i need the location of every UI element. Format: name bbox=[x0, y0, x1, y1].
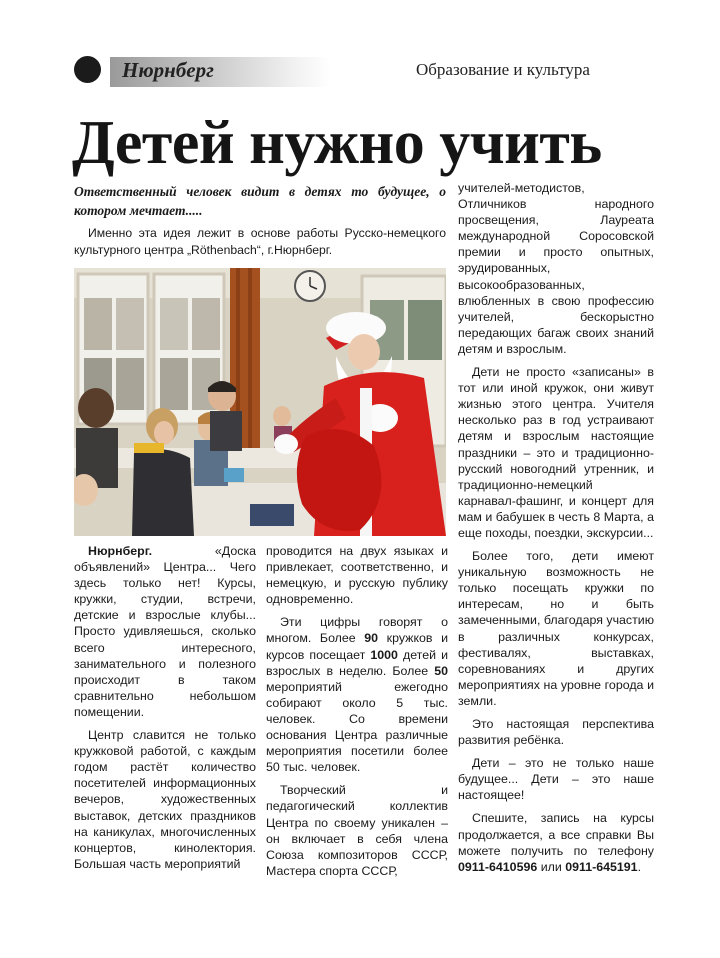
col2-paragraph-1: проводится на двух языках и привлекает, соответственно, и немецкую, и русскую публику одновременно. bbox=[266, 544, 448, 607]
col2-paragraph-2: Эти цифры говорят о многом. Более 90 кружков и курсов посещает 1000 детей и взрослых в неделю. Более 50 мероприятий ежегодно собирают около 5 тыс. человек. Со времени основания Центра различные мероприятия посетили более 50 тыс. человек. bbox=[266, 615, 448, 775]
header-bullet bbox=[74, 56, 101, 83]
col3-paragraph-1: учителей-методистов, Отличников народного просвещения, Лауреата международной Соросовской премии и просто опытных, эрудированных, высокообразованных, влюбленных в свою профессию учителей, бескорыстно передающих багаж своих знаний детям и взрослым. bbox=[458, 181, 654, 356]
article-photo bbox=[74, 268, 446, 536]
headline: Детей нужно учить bbox=[72, 109, 602, 177]
col1-paragraph-1: Нюрнберг. «Доска объявлений» Центра... Чего здесь только нет! Курсы, кружки, студии, встречи, детские и взрослые клубы... Просто удивляешься, сколько всего интересного, занимательного и полезного происходит в таком сравнительно небольшом помещении. bbox=[74, 544, 256, 719]
dateline: Нюрнберг. bbox=[88, 544, 153, 558]
col3-paragraph-2: Дети не просто «записаны» в тот или иной кружок, они живут жизнью этого центра. Учителя несколько раз в год устраивают детям и взрослым настоящие праздники – это и традиционно-русский новогодний утренник, и традиционно-немецкий карнавал-фашинг, и концерт для мам и бабушек в честь 8 Марта, а еще походы, поездки, экскурсии... bbox=[458, 365, 654, 540]
phone-number-1: 0911-6410596 bbox=[458, 859, 538, 874]
column-3 bbox=[458, 180, 654, 882]
col2-paragraph-3: Творческий и педагогический коллектив Центра по своему уникален – он включает в себя члена Союза композиторов СССР, Мастера спорта СССР, bbox=[266, 783, 448, 878]
stat-courses: 90 bbox=[364, 631, 379, 646]
column-1 bbox=[74, 543, 256, 879]
lead-paragraph: Ответственный человек видит в детях то будущее, о котором мечтает..... bbox=[74, 184, 446, 218]
section-label: Образование и культура bbox=[416, 60, 590, 79]
stat-events: 50 bbox=[434, 663, 448, 678]
col3-paragraph-4: Это настоящая перспектива развития ребёнка. bbox=[458, 717, 654, 748]
col3-paragraph-6: Спешите, запись на курсы продолжается, а все справки Вы можете получить по телефону 0911-6410596 или 0911-645191. bbox=[458, 811, 654, 874]
column-2 bbox=[266, 543, 448, 886]
col1-paragraph-2: Центр славится не только кружковой работой, с каждым годом растёт количество посетителей информационных вечеров, художественных выставок, детских праздников на каникулах, многочисленных концертов, кинолектория. Большая часть мероприятий bbox=[74, 728, 256, 871]
stat-visitors: 1000 bbox=[370, 647, 398, 662]
col3-paragraph-5: Дети – это не только наше будущее... Дети – это наше настоящее! bbox=[458, 756, 654, 803]
col3-paragraph-3: Более того, дети имеют уникальную возможность не только посещать кружки по интересам, но и быть замеченными, благодаря участию в различных конкурсах, фестивалях, выставках, соревнованиях и других мероприятиях на уровне города и земли. bbox=[458, 549, 655, 708]
santa-classroom-illustration bbox=[74, 268, 446, 536]
intro-paragraph: Именно эта идея лежит в основе работы Русско-немецкого культурного центра „Röthenbach“, г.Нюрнберг. bbox=[74, 226, 446, 257]
city-label: Нюрнберг bbox=[122, 58, 214, 82]
phone-number-2: 0911-645191 bbox=[565, 859, 638, 874]
